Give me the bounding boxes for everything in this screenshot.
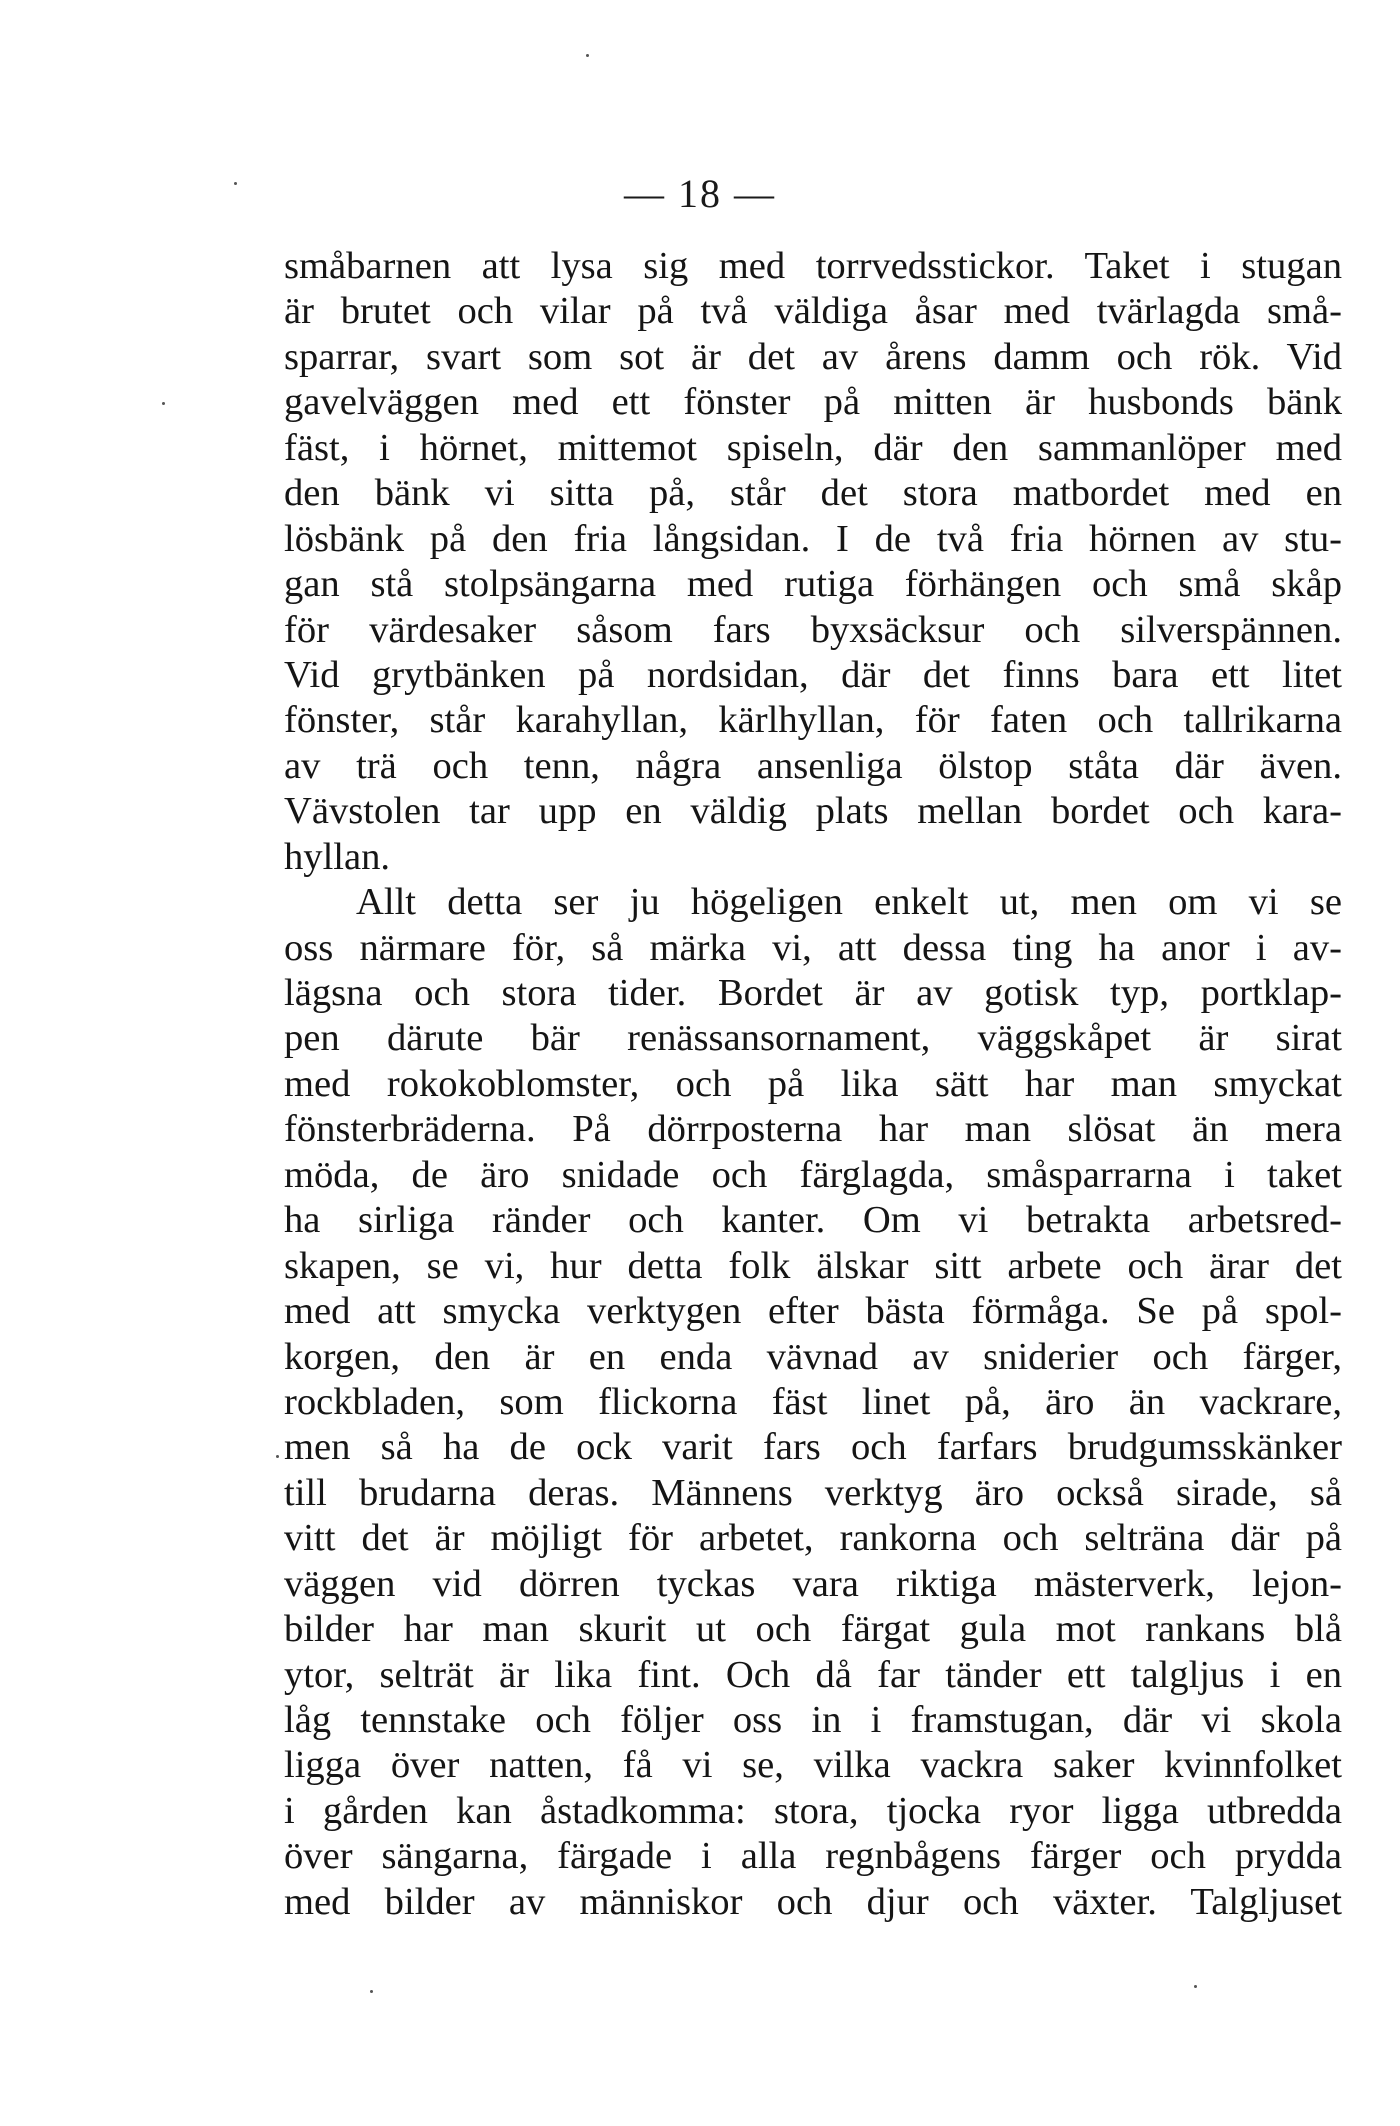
page-number: — 18 —: [624, 171, 776, 216]
text-line: rockbladen, som flickorna fäst linet på, äro än vackrare,: [284, 1380, 1342, 1423]
text-line: i gården kan åstadkomma: stora, tjocka ryor ligga utbredda: [284, 1789, 1342, 1832]
scan-speck: [234, 182, 237, 185]
scan-speck: [1194, 1985, 1197, 1988]
text-line: den bänk vi sitta på, står det stora matbordet med en: [284, 472, 1342, 515]
text-line: över sängarna, färgade i alla regnbågens färger och prydda: [284, 1835, 1342, 1878]
text-line: gavelväggen med ett fönster på mitten är husbonds bänk: [284, 381, 1342, 424]
text-line: fönsterbräderna. På dörrposterna har man slösat än mera: [284, 1108, 1342, 1151]
paragraph: [284, 244, 1342, 880]
text-line: låg tennstake och följer oss in i framstugan, där vi skola: [284, 1699, 1342, 1741]
body-text: [284, 244, 1342, 1925]
text-line: ytor, selträt är lika fint. Och då far tänder ett talgljus i en: [284, 1653, 1342, 1696]
text-line: fäst, i hörnet, mittemot spiseln, där den sammanlöper med: [284, 426, 1342, 469]
scan-speck: [276, 1455, 279, 1458]
text-line: gan stå stolpsängarna med rutiga förhängen och små skåp: [284, 563, 1342, 606]
text-line: lösbänk på den fria långsidan. I de två fria hörnen av stu-: [284, 517, 1342, 560]
text-line: Vävstolen tar upp en väldig plats mellan bordet och kara-: [284, 790, 1342, 833]
text-line: pen därute bär renässansornament, väggskåpet är sirat: [284, 1017, 1342, 1060]
text-line: möda, de äro snidade och färglagda, småsparrarna i taket: [284, 1153, 1342, 1196]
text-line: Vid grytbänken på nordsidan, där det finns bara ett litet: [284, 653, 1342, 696]
text-line: hyllan.: [284, 835, 391, 878]
text-line: med att smycka verktygen efter bästa förmåga. Se på spol-: [284, 1290, 1342, 1333]
text-line: ha sirliga ränder och kanter. Om vi betrakta arbetsred-: [284, 1199, 1342, 1242]
text-line: Allt detta ser ju högeligen enkelt ut, men om vi se: [356, 881, 1342, 924]
text-line: men så ha de ock varit fars och farfars brudgumsskänker: [284, 1426, 1342, 1469]
text-line: skapen, se vi, hur detta folk älskar sitt arbete och ärar det: [284, 1244, 1342, 1287]
text-line: ligga över natten, få vi se, vilka vackra saker kvinnfolket: [284, 1744, 1342, 1787]
text-line: med rokokoblomster, och på lika sätt har man smyckat: [284, 1062, 1342, 1105]
text-line: småbarnen att lysa sig med torrvedsstickor. Taket i stugan: [284, 245, 1342, 287]
scan-speck: [370, 1990, 373, 1993]
text-line: är brutet och vilar på två väldiga åsar med tvärlagda små-: [284, 290, 1342, 333]
text-line: vitt det är möjligt för arbetet, rankorna och selträna där på: [284, 1517, 1342, 1560]
scan-speck: [586, 54, 589, 57]
text-line: bilder har man skurit ut och färgat gula mot rankans blå: [284, 1608, 1342, 1651]
text-line: fönster, står karahyllan, kärlhyllan, för faten och tallrikarna: [284, 699, 1342, 742]
text-line: sparrar, svart som sot är det av årens damm och rök. Vid: [284, 335, 1342, 378]
text-line: till brudarna deras. Männens verktyg äro också sirade, så: [284, 1471, 1342, 1514]
text-line: för värdesaker såsom fars byxsäcksur och silverspännen.: [284, 608, 1342, 651]
scan-speck: [162, 402, 165, 405]
text-line: lägsna och stora tider. Bordet är av gotisk typ, portklap-: [284, 972, 1342, 1014]
text-line: av trä och tenn, några ansenliga ölstop ståta där även.: [284, 744, 1342, 787]
text-line: med bilder av människor och djur och växter. Talgljuset: [284, 1880, 1342, 1923]
text-line: väggen vid dörren tyckas vara riktiga mästerverk, lejon-: [284, 1562, 1342, 1605]
paragraph: [284, 880, 1342, 1925]
text-line: korgen, den är en enda vävnad av sniderier och färger,: [284, 1335, 1342, 1378]
text-line: oss närmare för, så märka vi, att dessa ting ha anor i av-: [284, 926, 1342, 969]
